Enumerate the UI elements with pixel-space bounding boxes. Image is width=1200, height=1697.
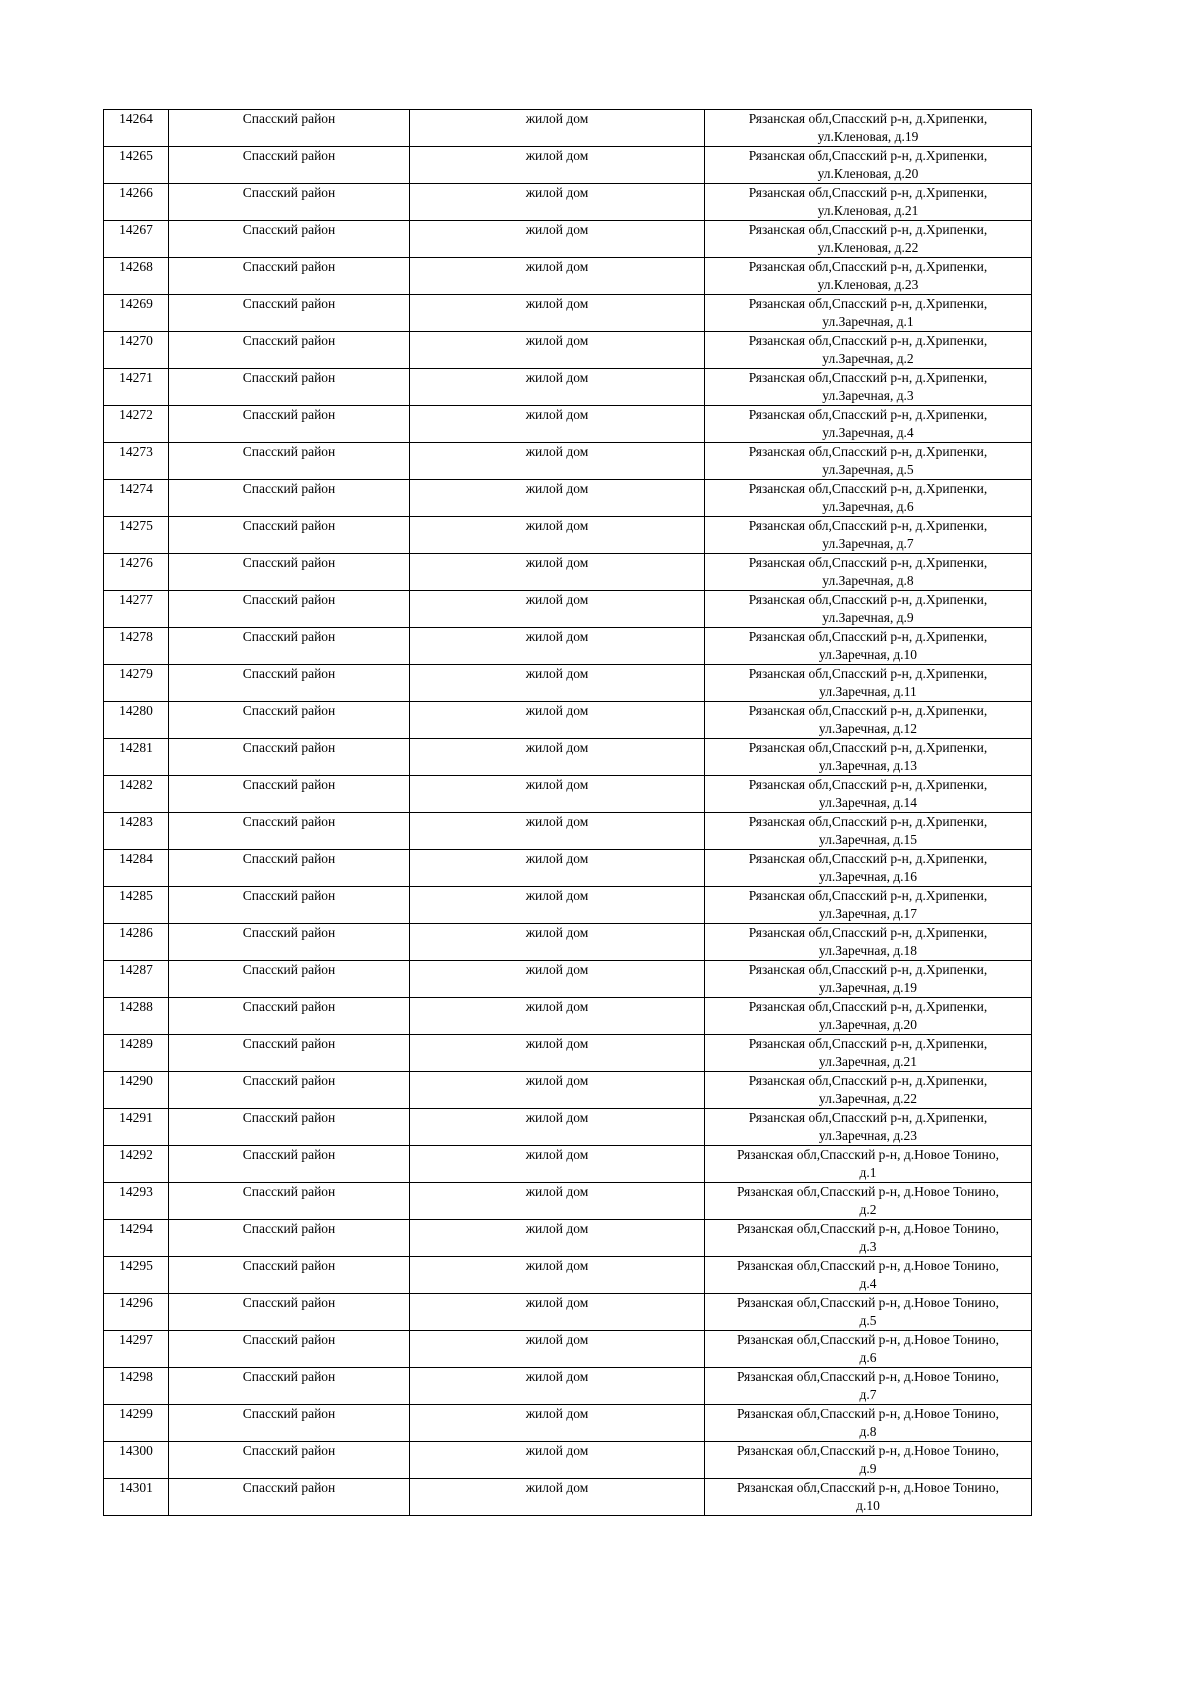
object-type-cell: жилой дом bbox=[410, 1405, 705, 1442]
address-line-2: ул.Заречная, д.4 bbox=[822, 425, 914, 440]
table-row bbox=[104, 1146, 1032, 1183]
address-line-1: Рязанская обл,Спасский р-н, д.Хрипенки, bbox=[748, 444, 988, 459]
object-type-cell: жилой дом bbox=[410, 924, 705, 961]
address-line-1: Рязанская обл,Спасский р-н, д.Хрипенки, bbox=[748, 259, 988, 274]
address-line-1: Рязанская обл,Спасский р-н, д.Хрипенки, bbox=[748, 740, 988, 755]
record-id-cell: 14283 bbox=[104, 813, 169, 850]
table-row bbox=[104, 332, 1032, 369]
record-id-cell: 14280 bbox=[104, 702, 169, 739]
object-type-cell: жилой дом bbox=[410, 961, 705, 998]
table-row bbox=[104, 1479, 1032, 1516]
address-cell bbox=[705, 813, 1032, 850]
object-type-cell: жилой дом bbox=[410, 739, 705, 776]
table-row bbox=[104, 1257, 1032, 1294]
table-row bbox=[104, 147, 1032, 184]
table-row bbox=[104, 665, 1032, 702]
district-cell: Спасский район bbox=[169, 554, 410, 591]
address-cell bbox=[705, 961, 1032, 998]
address-cell bbox=[705, 480, 1032, 517]
address-line-1: Рязанская обл,Спасский р-н, д.Новое Тонино, bbox=[737, 1184, 999, 1199]
address-cell bbox=[705, 1183, 1032, 1220]
record-id-cell: 14270 bbox=[104, 332, 169, 369]
address-cell bbox=[705, 628, 1032, 665]
address-line-1: Рязанская обл,Спасский р-н, д.Хрипенки, bbox=[748, 851, 988, 866]
district-cell: Спасский район bbox=[169, 961, 410, 998]
address-line-1: Рязанская обл,Спасский р-н, д.Хрипенки, bbox=[748, 777, 988, 792]
address-line-2: ул.Заречная, д.8 bbox=[822, 573, 914, 588]
address-line-1: Рязанская обл,Спасский р-н, д.Хрипенки, bbox=[748, 481, 988, 496]
address-line-2: ул.Кленовая, д.19 bbox=[817, 129, 919, 144]
table-row bbox=[104, 221, 1032, 258]
object-type-cell: жилой дом bbox=[410, 1035, 705, 1072]
address-line-2: ул.Заречная, д.19 bbox=[818, 980, 918, 995]
record-id-cell: 14269 bbox=[104, 295, 169, 332]
address-line-1: Рязанская обл,Спасский р-н, д.Хрипенки, bbox=[748, 1073, 988, 1088]
district-cell: Спасский район bbox=[169, 1109, 410, 1146]
record-id-cell: 14286 bbox=[104, 924, 169, 961]
address-line-2: ул.Заречная, д.1 bbox=[822, 314, 914, 329]
address-cell bbox=[705, 147, 1032, 184]
address-cell bbox=[705, 739, 1032, 776]
object-type-cell: жилой дом bbox=[410, 591, 705, 628]
district-cell: Спасский район bbox=[169, 1035, 410, 1072]
address-line-1: Рязанская обл,Спасский р-н, д.Хрипенки, bbox=[748, 222, 988, 237]
address-line-2: д.4 bbox=[859, 1276, 877, 1291]
address-line-1: Рязанская обл,Спасский р-н, д.Хрипенки, bbox=[748, 296, 988, 311]
object-type-cell: жилой дом bbox=[410, 702, 705, 739]
table-row bbox=[104, 406, 1032, 443]
record-id-cell: 14273 bbox=[104, 443, 169, 480]
address-line-2: ул.Кленовая, д.21 bbox=[817, 203, 919, 218]
address-line-2: ул.Заречная, д.6 bbox=[822, 499, 914, 514]
object-type-cell: жилой дом bbox=[410, 110, 705, 147]
address-line-2: ул.Заречная, д.18 bbox=[818, 943, 918, 958]
record-id-cell: 14291 bbox=[104, 1109, 169, 1146]
address-cell bbox=[705, 1035, 1032, 1072]
table-row bbox=[104, 480, 1032, 517]
address-line-2: ул.Заречная, д.16 bbox=[818, 869, 918, 884]
district-cell: Спасский район bbox=[169, 628, 410, 665]
object-type-cell: жилой дом bbox=[410, 1442, 705, 1479]
address-cell bbox=[705, 369, 1032, 406]
object-type-cell: жилой дом bbox=[410, 1109, 705, 1146]
address-line-1: Рязанская обл,Спасский р-н, д.Хрипенки, bbox=[748, 999, 988, 1014]
object-type-cell: жилой дом bbox=[410, 665, 705, 702]
object-type-cell: жилой дом bbox=[410, 147, 705, 184]
address-line-1: Рязанская обл,Спасский р-н, д.Новое Тонино, bbox=[737, 1221, 999, 1236]
district-cell: Спасский район bbox=[169, 887, 410, 924]
address-line-2: ул.Заречная, д.22 bbox=[818, 1091, 918, 1106]
object-type-cell: жилой дом bbox=[410, 369, 705, 406]
table-row bbox=[104, 369, 1032, 406]
object-type-cell: жилой дом bbox=[410, 998, 705, 1035]
object-type-cell: жилой дом bbox=[410, 554, 705, 591]
table-row bbox=[104, 1331, 1032, 1368]
address-line-2: ул.Кленовая, д.23 bbox=[817, 277, 919, 292]
address-line-1: Рязанская обл,Спасский р-н, д.Хрипенки, bbox=[748, 962, 988, 977]
district-cell: Спасский район bbox=[169, 369, 410, 406]
district-cell: Спасский район bbox=[169, 591, 410, 628]
table-row bbox=[104, 1405, 1032, 1442]
record-id-cell: 14297 bbox=[104, 1331, 169, 1368]
address-cell bbox=[705, 1331, 1032, 1368]
table-row bbox=[104, 554, 1032, 591]
district-cell: Спасский район bbox=[169, 776, 410, 813]
table-row bbox=[104, 443, 1032, 480]
address-line-2: д.10 bbox=[856, 1498, 880, 1513]
district-cell: Спасский район bbox=[169, 850, 410, 887]
address-line-1: Рязанская обл,Спасский р-н, д.Хрипенки, bbox=[748, 370, 988, 385]
address-line-2: д.3 bbox=[859, 1239, 877, 1254]
district-cell: Спасский район bbox=[169, 517, 410, 554]
address-cell bbox=[705, 998, 1032, 1035]
district-cell: Спасский район bbox=[169, 1479, 410, 1516]
district-cell: Спасский район bbox=[169, 739, 410, 776]
table-row bbox=[104, 110, 1032, 147]
address-line-1: Рязанская обл,Спасский р-н, д.Новое Тонино, bbox=[737, 1406, 999, 1421]
table-row bbox=[104, 184, 1032, 221]
address-line-2: ул.Заречная, д.17 bbox=[818, 906, 918, 921]
address-line-1: Рязанская обл,Спасский р-н, д.Хрипенки, bbox=[748, 888, 988, 903]
address-line-1: Рязанская обл,Спасский р-н, д.Новое Тонино, bbox=[737, 1443, 999, 1458]
district-cell: Спасский район bbox=[169, 1405, 410, 1442]
record-id-cell: 14300 bbox=[104, 1442, 169, 1479]
address-cell bbox=[705, 110, 1032, 147]
district-cell: Спасский район bbox=[169, 1294, 410, 1331]
address-line-1: Рязанская обл,Спасский р-н, д.Хрипенки, bbox=[748, 518, 988, 533]
record-id-cell: 14299 bbox=[104, 1405, 169, 1442]
address-line-2: д.5 bbox=[859, 1313, 877, 1328]
record-id-cell: 14272 bbox=[104, 406, 169, 443]
object-type-cell: жилой дом bbox=[410, 850, 705, 887]
record-id-cell: 14293 bbox=[104, 1183, 169, 1220]
district-cell: Спасский район bbox=[169, 221, 410, 258]
record-id-cell: 14264 bbox=[104, 110, 169, 147]
object-type-cell: жилой дом bbox=[410, 1072, 705, 1109]
address-line-1: Рязанская обл,Спасский р-н, д.Хрипенки, bbox=[748, 148, 988, 163]
object-type-cell: жилой дом bbox=[410, 443, 705, 480]
address-line-1: Рязанская обл,Спасский р-н, д.Хрипенки, bbox=[748, 1110, 988, 1125]
address-line-2: ул.Заречная, д.9 bbox=[822, 610, 914, 625]
district-cell: Спасский район bbox=[169, 998, 410, 1035]
district-cell: Спасский район bbox=[169, 1146, 410, 1183]
record-id-cell: 14277 bbox=[104, 591, 169, 628]
object-type-cell: жилой дом bbox=[410, 517, 705, 554]
record-id-cell: 14267 bbox=[104, 221, 169, 258]
address-line-2: ул.Заречная, д.10 bbox=[818, 647, 918, 662]
object-type-cell: жилой дом bbox=[410, 1294, 705, 1331]
record-id-cell: 14284 bbox=[104, 850, 169, 887]
address-line-2: ул.Заречная, д.7 bbox=[822, 536, 914, 551]
district-cell: Спасский район bbox=[169, 295, 410, 332]
address-cell bbox=[705, 1257, 1032, 1294]
address-cell bbox=[705, 517, 1032, 554]
table-row bbox=[104, 1294, 1032, 1331]
district-cell: Спасский район bbox=[169, 332, 410, 369]
record-id-cell: 14271 bbox=[104, 369, 169, 406]
table-row bbox=[104, 702, 1032, 739]
district-cell: Спасский район bbox=[169, 147, 410, 184]
object-type-cell: жилой дом bbox=[410, 221, 705, 258]
address-line-1: Рязанская обл,Спасский р-н, д.Новое Тонино, bbox=[737, 1258, 999, 1273]
table-row bbox=[104, 776, 1032, 813]
record-id-cell: 14278 bbox=[104, 628, 169, 665]
address-cell bbox=[705, 258, 1032, 295]
address-cell bbox=[705, 1109, 1032, 1146]
address-line-2: ул.Заречная, д.3 bbox=[822, 388, 914, 403]
district-cell: Спасский район bbox=[169, 443, 410, 480]
address-cell bbox=[705, 1442, 1032, 1479]
district-cell: Спасский район bbox=[169, 1220, 410, 1257]
object-type-cell: жилой дом bbox=[410, 1257, 705, 1294]
district-cell: Спасский район bbox=[169, 1257, 410, 1294]
address-line-2: ул.Заречная, д.13 bbox=[818, 758, 918, 773]
record-id-cell: 14294 bbox=[104, 1220, 169, 1257]
address-cell bbox=[705, 776, 1032, 813]
address-cell bbox=[705, 702, 1032, 739]
record-id-cell: 14268 bbox=[104, 258, 169, 295]
record-id-cell: 14282 bbox=[104, 776, 169, 813]
district-cell: Спасский район bbox=[169, 480, 410, 517]
address-line-1: Рязанская обл,Спасский р-н, д.Новое Тонино, bbox=[737, 1369, 999, 1384]
record-id-cell: 14292 bbox=[104, 1146, 169, 1183]
record-id-cell: 14288 bbox=[104, 998, 169, 1035]
table-row bbox=[104, 1368, 1032, 1405]
address-line-2: д.9 bbox=[859, 1461, 877, 1476]
district-cell: Спасский район bbox=[169, 665, 410, 702]
address-cell bbox=[705, 1072, 1032, 1109]
record-id-cell: 14275 bbox=[104, 517, 169, 554]
address-cell bbox=[705, 665, 1032, 702]
address-cell bbox=[705, 591, 1032, 628]
address-line-2: д.7 bbox=[859, 1387, 877, 1402]
object-type-cell: жилой дом bbox=[410, 1479, 705, 1516]
record-id-cell: 14298 bbox=[104, 1368, 169, 1405]
address-line-1: Рязанская обл,Спасский р-н, д.Новое Тонино, bbox=[737, 1480, 999, 1495]
table-row bbox=[104, 517, 1032, 554]
address-cell bbox=[705, 295, 1032, 332]
district-cell: Спасский район bbox=[169, 1072, 410, 1109]
address-line-1: Рязанская обл,Спасский р-н, д.Новое Тонино, bbox=[737, 1332, 999, 1347]
table-row bbox=[104, 258, 1032, 295]
object-type-cell: жилой дом bbox=[410, 628, 705, 665]
object-type-cell: жилой дом bbox=[410, 184, 705, 221]
object-type-cell: жилой дом bbox=[410, 258, 705, 295]
address-line-2: ул.Заречная, д.2 bbox=[822, 351, 914, 366]
record-id-cell: 14266 bbox=[104, 184, 169, 221]
registry-table-body bbox=[104, 110, 1032, 1516]
district-cell: Спасский район bbox=[169, 406, 410, 443]
address-cell bbox=[705, 1479, 1032, 1516]
record-id-cell: 14289 bbox=[104, 1035, 169, 1072]
address-line-1: Рязанская обл,Спасский р-н, д.Хрипенки, bbox=[748, 666, 988, 681]
object-type-cell: жилой дом bbox=[410, 332, 705, 369]
address-cell bbox=[705, 850, 1032, 887]
record-id-cell: 14295 bbox=[104, 1257, 169, 1294]
address-line-1: Рязанская обл,Спасский р-н, д.Хрипенки, bbox=[748, 703, 988, 718]
address-cell bbox=[705, 554, 1032, 591]
object-type-cell: жилой дом bbox=[410, 1146, 705, 1183]
address-line-1: Рязанская обл,Спасский р-н, д.Хрипенки, bbox=[748, 629, 988, 644]
district-cell: Спасский район bbox=[169, 1183, 410, 1220]
address-line-2: ул.Заречная, д.21 bbox=[818, 1054, 918, 1069]
address-line-1: Рязанская обл,Спасский р-н, д.Новое Тонино, bbox=[737, 1147, 999, 1162]
record-id-cell: 14279 bbox=[104, 665, 169, 702]
address-line-1: Рязанская обл,Спасский р-н, д.Хрипенки, bbox=[748, 407, 988, 422]
record-id-cell: 14276 bbox=[104, 554, 169, 591]
address-line-2: д.8 bbox=[859, 1424, 877, 1439]
address-line-1: Рязанская обл,Спасский р-н, д.Хрипенки, bbox=[748, 814, 988, 829]
address-line-2: ул.Заречная, д.11 bbox=[819, 684, 917, 699]
district-cell: Спасский район bbox=[169, 813, 410, 850]
object-type-cell: жилой дом bbox=[410, 887, 705, 924]
address-cell bbox=[705, 443, 1032, 480]
table-row bbox=[104, 924, 1032, 961]
address-line-2: ул.Заречная, д.12 bbox=[818, 721, 918, 736]
address-cell bbox=[705, 1220, 1032, 1257]
table-row bbox=[104, 1072, 1032, 1109]
table-row bbox=[104, 998, 1032, 1035]
object-type-cell: жилой дом bbox=[410, 776, 705, 813]
record-id-cell: 14281 bbox=[104, 739, 169, 776]
record-id-cell: 14296 bbox=[104, 1294, 169, 1331]
address-line-1: Рязанская обл,Спасский р-н, д.Хрипенки, bbox=[748, 1036, 988, 1051]
table-row bbox=[104, 887, 1032, 924]
address-line-1: Рязанская обл,Спасский р-н, д.Хрипенки, bbox=[748, 555, 988, 570]
table-row bbox=[104, 295, 1032, 332]
district-cell: Спасский район bbox=[169, 1331, 410, 1368]
address-line-1: Рязанская обл,Спасский р-н, д.Хрипенки, bbox=[748, 185, 988, 200]
table-row bbox=[104, 1220, 1032, 1257]
table-row bbox=[104, 1183, 1032, 1220]
record-id-cell: 14301 bbox=[104, 1479, 169, 1516]
address-cell bbox=[705, 887, 1032, 924]
address-cell bbox=[705, 1146, 1032, 1183]
address-line-2: д.2 bbox=[859, 1202, 877, 1217]
record-id-cell: 14285 bbox=[104, 887, 169, 924]
record-id-cell: 14265 bbox=[104, 147, 169, 184]
object-type-cell: жилой дом bbox=[410, 1331, 705, 1368]
district-cell: Спасский район bbox=[169, 184, 410, 221]
table-row bbox=[104, 850, 1032, 887]
address-line-2: ул.Кленовая, д.20 bbox=[817, 166, 919, 181]
district-cell: Спасский район bbox=[169, 258, 410, 295]
address-line-2: ул.Заречная, д.14 bbox=[818, 795, 918, 810]
address-cell bbox=[705, 332, 1032, 369]
address-cell bbox=[705, 221, 1032, 258]
table-row bbox=[104, 1109, 1032, 1146]
district-cell: Спасский район bbox=[169, 110, 410, 147]
object-type-cell: жилой дом bbox=[410, 1220, 705, 1257]
object-type-cell: жилой дом bbox=[410, 1368, 705, 1405]
address-line-1: Рязанская обл,Спасский р-н, д.Хрипенки, bbox=[748, 592, 988, 607]
address-line-1: Рязанская обл,Спасский р-н, д.Хрипенки, bbox=[748, 333, 988, 348]
address-cell bbox=[705, 1405, 1032, 1442]
address-line-2: ул.Заречная, д.20 bbox=[818, 1017, 918, 1032]
address-line-1: Рязанская обл,Спасский р-н, д.Новое Тонино, bbox=[737, 1295, 999, 1310]
address-line-2: ул.Кленовая, д.22 bbox=[817, 240, 919, 255]
record-id-cell: 14287 bbox=[104, 961, 169, 998]
table-row bbox=[104, 739, 1032, 776]
address-cell bbox=[705, 924, 1032, 961]
object-type-cell: жилой дом bbox=[410, 480, 705, 517]
address-line-2: д.1 bbox=[859, 1165, 877, 1180]
table-row bbox=[104, 1442, 1032, 1479]
object-type-cell: жилой дом bbox=[410, 813, 705, 850]
table-row bbox=[104, 1035, 1032, 1072]
object-type-cell: жилой дом bbox=[410, 406, 705, 443]
address-line-1: Рязанская обл,Спасский р-н, д.Хрипенки, bbox=[748, 925, 988, 940]
record-id-cell: 14290 bbox=[104, 1072, 169, 1109]
address-cell bbox=[705, 184, 1032, 221]
address-line-1: Рязанская обл,Спасский р-н, д.Хрипенки, bbox=[748, 111, 988, 126]
district-cell: Спасский район bbox=[169, 1368, 410, 1405]
object-type-cell: жилой дом bbox=[410, 295, 705, 332]
table-row bbox=[104, 628, 1032, 665]
address-cell bbox=[705, 1368, 1032, 1405]
table-row bbox=[104, 591, 1032, 628]
record-id-cell: 14274 bbox=[104, 480, 169, 517]
address-cell bbox=[705, 406, 1032, 443]
table-row bbox=[104, 813, 1032, 850]
address-line-2: ул.Заречная, д.15 bbox=[818, 832, 918, 847]
district-cell: Спасский район bbox=[169, 924, 410, 961]
table-row bbox=[104, 961, 1032, 998]
address-line-2: ул.Заречная, д.23 bbox=[818, 1128, 918, 1143]
district-cell: Спасский район bbox=[169, 702, 410, 739]
address-cell bbox=[705, 1294, 1032, 1331]
object-type-cell: жилой дом bbox=[410, 1183, 705, 1220]
address-line-2: д.6 bbox=[859, 1350, 877, 1365]
address-line-2: ул.Заречная, д.5 bbox=[822, 462, 914, 477]
registry-table bbox=[103, 109, 1032, 1516]
district-cell: Спасский район bbox=[169, 1442, 410, 1479]
